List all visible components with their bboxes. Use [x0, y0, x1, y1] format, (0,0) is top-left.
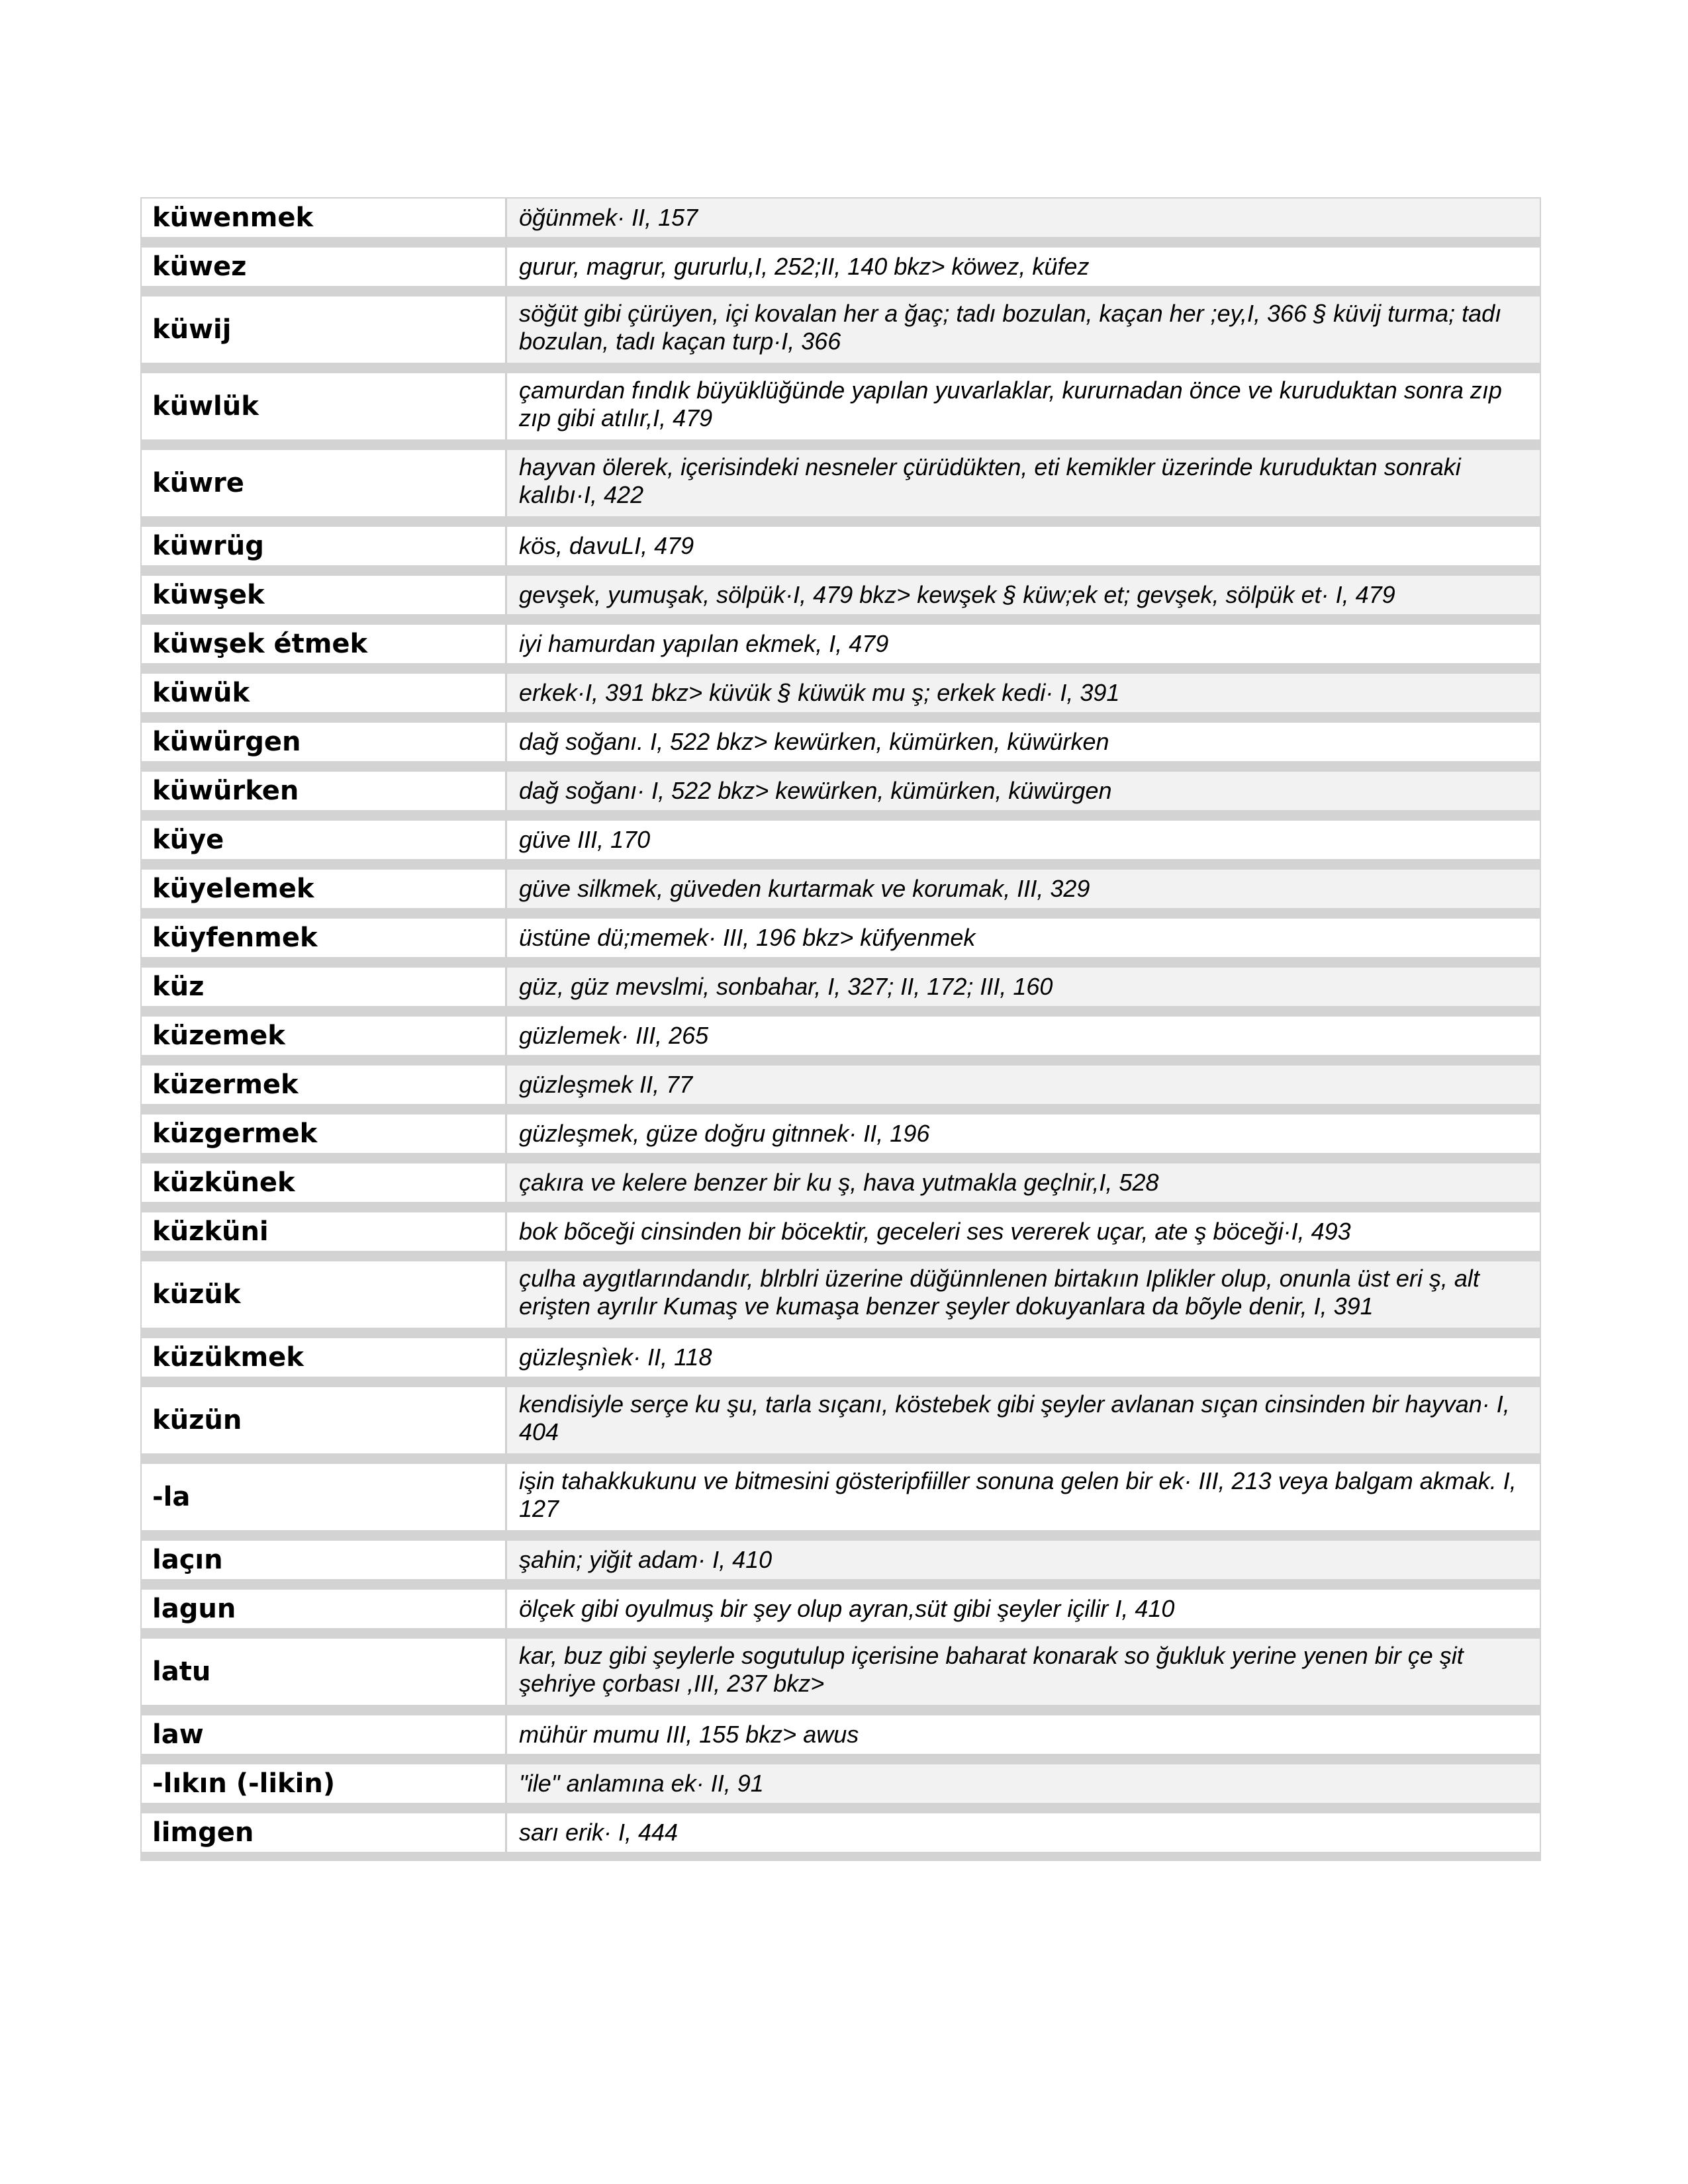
glossary-term: lagun	[142, 1590, 507, 1628]
glossary-row	[142, 1764, 1540, 1813]
glossary-definition: ölçek gibi oyulmuş bir şey olup ayran,süt gibi şeyler içilir I, 410	[507, 1590, 1540, 1628]
glossary-row	[142, 919, 1540, 968]
glossary-row	[142, 1387, 1540, 1464]
glossary-definition: bok bõceği cinsinden bir böcektir, geceleri ses vererek uçar, ate ş böceği·I, 493	[507, 1212, 1540, 1251]
glossary-term: küye	[142, 821, 507, 859]
glossary-term: küzküni	[142, 1212, 507, 1251]
glossary-definition: çakıra ve kelere benzer bir ku ş, hava yutmakla geçlnir,I, 528	[507, 1163, 1540, 1202]
glossary-row	[142, 373, 1540, 450]
glossary-term: küzemek	[142, 1017, 507, 1055]
glossary-definition: güve III, 170	[507, 821, 1540, 859]
glossary-term: küwlük	[142, 373, 507, 439]
glossary-definition: gevşek, yumuşak, sölpük·I, 479 bkz> kewşek § küw;ek et; gevşek, sölpük et· I, 479	[507, 576, 1540, 614]
glossary-term: küzkünek	[142, 1163, 507, 1202]
glossary-term: küwşek	[142, 576, 507, 614]
glossary-definition: hayvan ölerek, içerisindeki nesneler çürüdükten, eti kemikler üzerinde kuruduktan sonraki kalıbı·I, 422	[507, 450, 1540, 516]
glossary-term: küwürgen	[142, 723, 507, 761]
glossary-row	[142, 1590, 1540, 1639]
glossary-row	[142, 674, 1540, 723]
glossary-term: küwre	[142, 450, 507, 516]
glossary-term: laçın	[142, 1541, 507, 1579]
glossary-term: küwij	[142, 296, 507, 363]
glossary-term: law	[142, 1715, 507, 1754]
glossary-row	[142, 968, 1540, 1017]
glossary-term: küwrüg	[142, 527, 507, 565]
glossary-row	[142, 1541, 1540, 1590]
glossary-definition: işin tahakkukunu ve bitmesini gösteripfiiller sonuna gelen bir ek· III, 213 veya balgam akmak. I, 127	[507, 1464, 1540, 1530]
glossary-term: küwürken	[142, 772, 507, 810]
glossary-term: küz	[142, 968, 507, 1006]
glossary-definition: güzleşmek II, 77	[507, 1066, 1540, 1104]
glossary-definition: kendisiyle serçe ku şu, tarla sıçanı, köstebek gibi şeyler avlanan sıçan cinsinden bir hayvan· I, 404	[507, 1387, 1540, 1453]
glossary-definition: güz, güz mevslmi, sonbahar, I, 327; II, 172; III, 160	[507, 968, 1540, 1006]
glossary-term: küwenmek	[142, 199, 507, 237]
glossary-definition: söğüt gibi çürüyen, içi kovalan her a ğaç; tadı bozulan, kaçan her ;ey,I, 366 § küvij turma; tadı bozulan, tadı kaçan turp·I, 366	[507, 296, 1540, 363]
glossary-term: -la	[142, 1464, 507, 1530]
glossary-row	[142, 1066, 1540, 1115]
glossary-definition: öğünmek· II, 157	[507, 199, 1540, 237]
glossary-definition: güve silkmek, güveden kurtarmak ve korumak, III, 329	[507, 870, 1540, 908]
glossary-row	[142, 772, 1540, 821]
glossary-definition: "ile" anlamına ek· II, 91	[507, 1764, 1540, 1803]
glossary-term: küzgermek	[142, 1115, 507, 1153]
glossary-row	[142, 296, 1540, 373]
glossary-definition: üstüne dü;memek· III, 196 bkz> küfyenmek	[507, 919, 1540, 957]
glossary-definition: mühür mumu III, 155 bkz> awus	[507, 1715, 1540, 1754]
glossary-definition: kös, davuLI, 479	[507, 527, 1540, 565]
glossary-row	[142, 576, 1540, 625]
glossary-row	[142, 821, 1540, 870]
glossary-row	[142, 723, 1540, 772]
glossary-definition: kar, buz gibi şeylerle sogutulup içerisine baharat konarak so ğukluk yerine yenen bir çe şit şehriye çorbası ,III, 237 bkz>	[507, 1639, 1540, 1705]
glossary-definition: güzleşmek, güze doğru gitnnek· II, 196	[507, 1115, 1540, 1153]
glossary-definition: şahin; yiğit adam· I, 410	[507, 1541, 1540, 1579]
glossary-row	[142, 1163, 1540, 1212]
glossary-term: küzün	[142, 1387, 507, 1453]
glossary-row	[142, 1639, 1540, 1715]
glossary-term: küwük	[142, 674, 507, 712]
glossary-row	[142, 870, 1540, 919]
glossary-definition: gurur, magrur, gururlu,I, 252;II, 140 bkz> köwez, küfez	[507, 248, 1540, 286]
glossary-definition: dağ soğanı· I, 522 bkz> kewürken, kümürken, küwürgen	[507, 772, 1540, 810]
glossary-row	[142, 248, 1540, 296]
glossary-term: küyelemek	[142, 870, 507, 908]
glossary-table	[140, 197, 1541, 1861]
glossary-row	[142, 1464, 1540, 1541]
glossary-term: küwşek étmek	[142, 625, 507, 663]
glossary-row	[142, 1715, 1540, 1764]
glossary-row	[142, 1261, 1540, 1338]
glossary-definition: sarı erik· I, 444	[507, 1813, 1540, 1852]
glossary-term: küyfenmek	[142, 919, 507, 957]
glossary-definition: iyi hamurdan yapılan ekmek, I, 479	[507, 625, 1540, 663]
glossary-term: latu	[142, 1639, 507, 1705]
glossary-row	[142, 1115, 1540, 1163]
glossary-definition: güzlemek· III, 265	[507, 1017, 1540, 1055]
glossary-row	[142, 199, 1540, 248]
glossary-definition: dağ soğanı. I, 522 bkz> kewürken, kümürken, küwürken	[507, 723, 1540, 761]
glossary-row	[142, 1338, 1540, 1387]
glossary-row	[142, 1212, 1540, 1261]
glossary-row	[142, 625, 1540, 674]
glossary-row	[142, 450, 1540, 527]
glossary-row	[142, 1017, 1540, 1066]
glossary-term: -lıkın (-likin)	[142, 1764, 507, 1803]
glossary-definition: çamurdan fındık büyüklüğünde yapılan yuvarlaklar, kururnadan önce ve kuruduktan sonra zıp zıp gibi atılır,I, 479	[507, 373, 1540, 439]
glossary-term: küzük	[142, 1261, 507, 1328]
glossary-row	[142, 1813, 1540, 1860]
glossary-term: küzükmek	[142, 1338, 507, 1377]
glossary-term: limgen	[142, 1813, 507, 1852]
glossary-term: küzermek	[142, 1066, 507, 1104]
glossary-definition: erkek·I, 391 bkz> küvük § küwük mu ş; erkek kedi· I, 391	[507, 674, 1540, 712]
glossary-definition: çulha aygıtlarındandır, blrblri üzerine düğünnlenen birtakıın Iplikler olup, onunla üst eri ş, alt erişten ayrılır Kumaş ve kumaşa benzer şeyler dokuyanlara da bõyle denir, I, 391	[507, 1261, 1540, 1328]
glossary-term: küwez	[142, 248, 507, 286]
glossary-definition: güzleşnìek· II, 118	[507, 1338, 1540, 1377]
glossary-row	[142, 527, 1540, 576]
